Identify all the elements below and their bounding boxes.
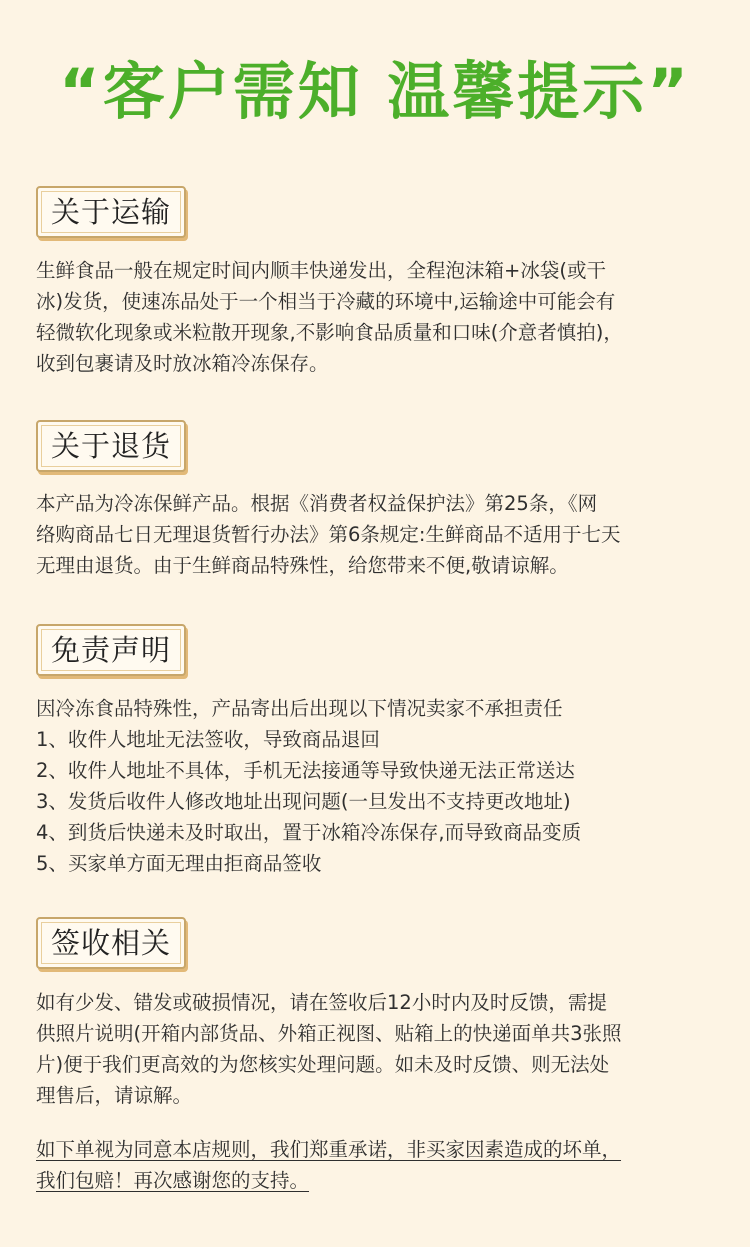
- paragraph-line: 因冷冻食品特殊性，产品寄出后出现以下情况卖家不承担责任: [36, 697, 563, 720]
- section-body-receipt: [36, 987, 716, 1111]
- section-body-returns: [36, 488, 716, 581]
- notice-line: 如下单视为同意本店规则，我们郑重承诺，非买家因素造成的坏单，: [36, 1138, 622, 1161]
- paragraph-line: 轻微软化现象或米粒散开现象,不影响食品质量和口味(介意者慎拍)，: [36, 321, 623, 344]
- paragraph-line: 生鲜食品一般在规定时间内顺丰快递发出，全程泡沫箱+冰袋(或干: [36, 259, 606, 282]
- list-item: 2、收件人地址不具体，手机无法接通等导致快递无法正常送达: [36, 759, 575, 782]
- paragraph-line: 本产品为冷冻保鲜产品。根据《消费者权益保护法》第25条，《网: [36, 492, 598, 515]
- list-item: 1、收件人地址无法签收，导致商品退回: [36, 728, 380, 751]
- paragraph-line: 理售后，请谅解。: [36, 1084, 193, 1107]
- paragraph-line: 片)便于我们更高效的为您核实处理问题。如未及时反馈、则无法处: [36, 1053, 610, 1076]
- section-label-returns: 关于退货: [36, 420, 186, 472]
- paragraph-line: 如有少发、错发或破损情况，请在签收后12小时内及时反馈，需提: [36, 991, 607, 1014]
- section-body-shipping: [36, 255, 716, 379]
- list-item: 4、到货后快递未及时取出，置于冰箱冷冻保存,而导致商品变质: [36, 821, 582, 844]
- section-label-disclaimer: 免责声明: [36, 624, 186, 676]
- paragraph-line: 冰)发货，使速冻品处于一个相当于冷藏的环境中,运输途中可能会有: [36, 290, 616, 313]
- list-item: 3、发货后收件人修改地址出现问题(一旦发出不支持更改地址): [36, 790, 571, 813]
- notice: [36, 1134, 621, 1196]
- paragraph-line: 供照片说明(开箱内部货品、外箱正视图、贴箱上的快递面单共3张照: [36, 1022, 622, 1045]
- paragraph-line: 络购商品七日无理退货暂行办法》第6条规定:生鲜商品不适用于七天: [36, 523, 621, 546]
- section-label-shipping: 关于运输: [36, 186, 186, 238]
- section-body-disclaimer: [36, 693, 716, 879]
- section-label-receipt: 签收相关: [36, 917, 186, 969]
- notice-line: 我们包赔！再次感谢您的支持。: [36, 1169, 310, 1192]
- paragraph-line: 收到包裹请及时放冰箱冷冻保存。: [36, 352, 329, 375]
- page-title: “客户需知 温馨提示”: [58, 55, 692, 128]
- paragraph-line: 无理由退货。由于生鲜商品特殊性，给您带来不便,敬请谅解。: [36, 554, 569, 577]
- list-item: 5、买家单方面无理由拒商品签收: [36, 852, 322, 875]
